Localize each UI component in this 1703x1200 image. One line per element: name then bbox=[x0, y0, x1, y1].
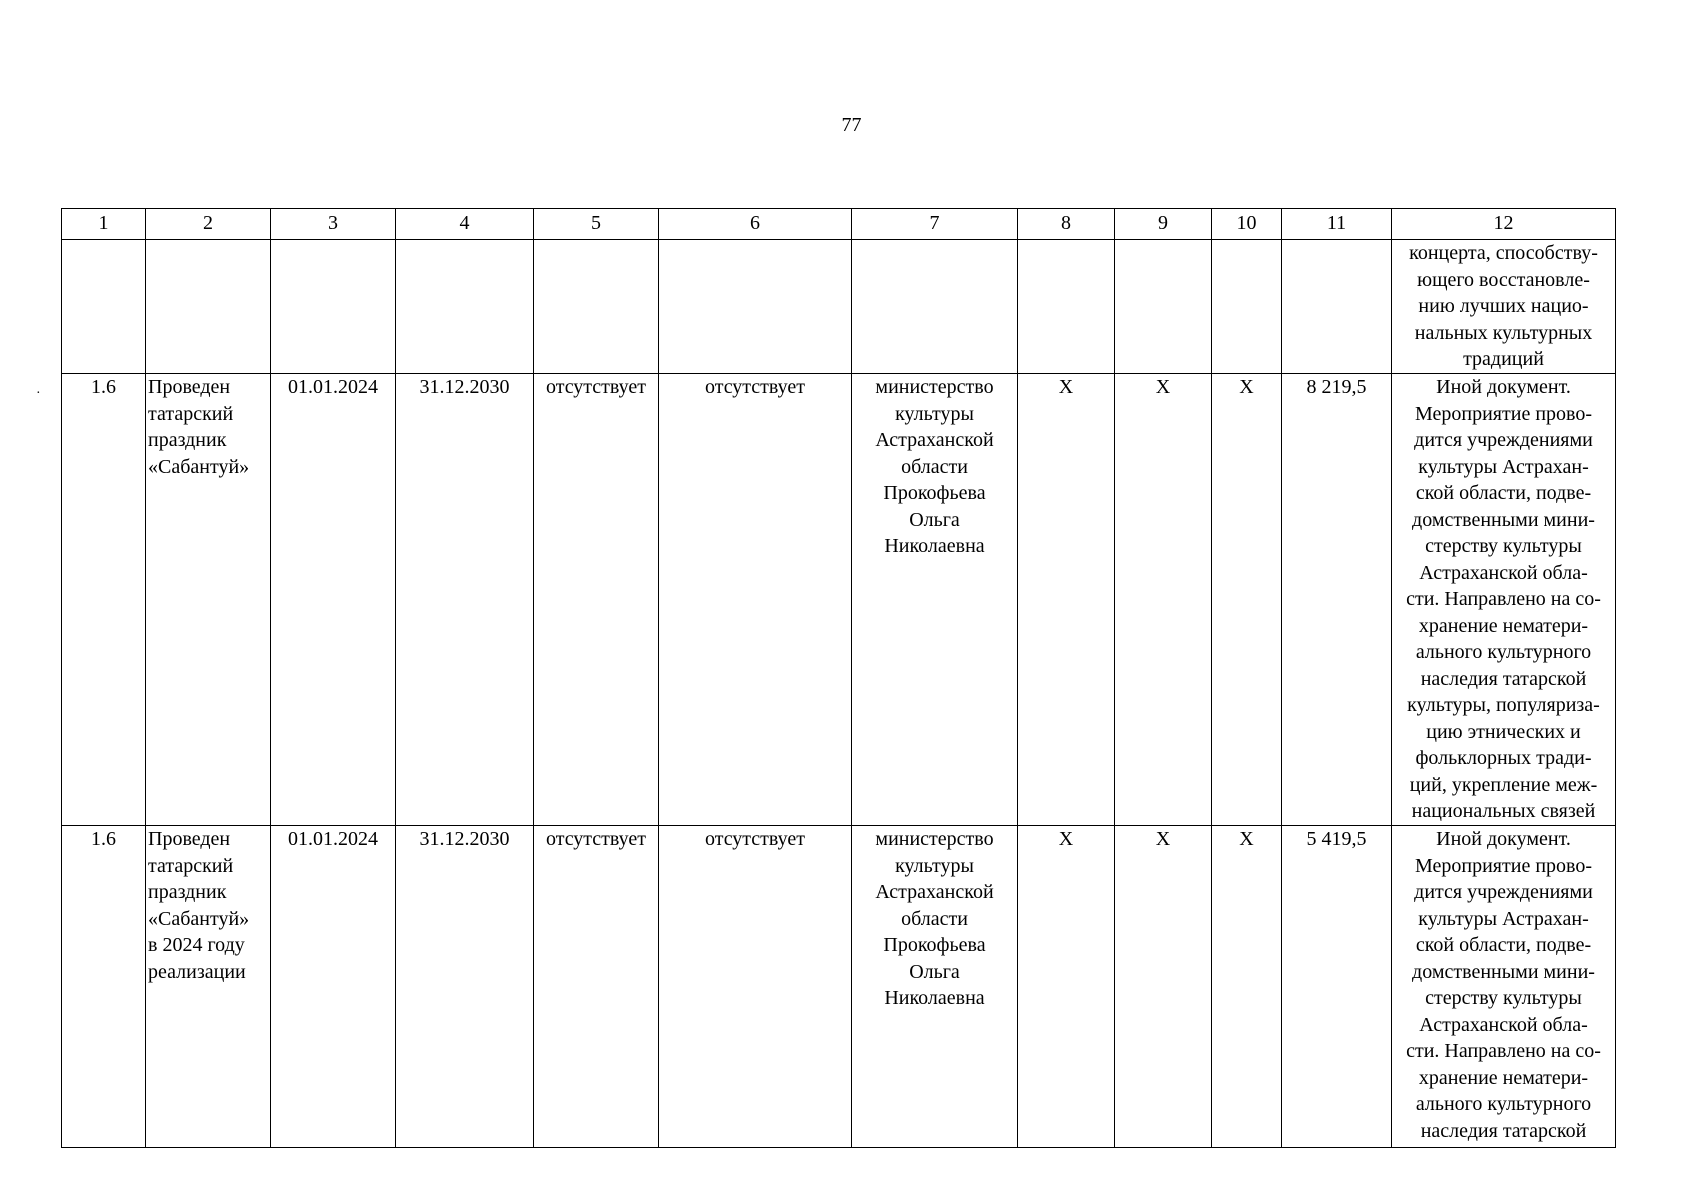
cell-end-date: 31.12.2030 bbox=[396, 374, 534, 826]
cell-responsible: министерство культуры Астраханской области Прокофьева Ольга Николаевна bbox=[852, 826, 1018, 1148]
cell-start-date: 01.01.2024 bbox=[271, 374, 396, 826]
cell-col8: X bbox=[1018, 374, 1115, 826]
cell-amount bbox=[1282, 240, 1392, 374]
cell-amount: 5 419,5 bbox=[1282, 826, 1392, 1148]
col-header-6: 6 bbox=[659, 209, 852, 240]
col-header-3: 3 bbox=[271, 209, 396, 240]
cell-col10: X bbox=[1212, 374, 1282, 826]
cell-number: 1.6 bbox=[62, 374, 146, 826]
col-header-12: 12 bbox=[1392, 209, 1616, 240]
header-row bbox=[62, 209, 1616, 240]
table-row bbox=[62, 826, 1616, 1148]
cell-end-date bbox=[396, 240, 534, 374]
cell-col9 bbox=[1115, 240, 1212, 374]
col-header-5: 5 bbox=[534, 209, 659, 240]
cell-end-date: 31.12.2030 bbox=[396, 826, 534, 1148]
cell-col9: X bbox=[1115, 374, 1212, 826]
cell-description: Иной документ. Мероприятие прово- дится учреждениями культуры Астрахан- ской области, подве- домственными мини- стерству культуры Астраханской обла- сти. Направлено на со- хранение нематери- ального культурного наследия татарской bbox=[1392, 826, 1616, 1148]
col-header-9: 9 bbox=[1115, 209, 1212, 240]
cell-col6: отсутствует bbox=[659, 826, 852, 1148]
scan-speck: · bbox=[36, 386, 41, 401]
cell-col8: X bbox=[1018, 826, 1115, 1148]
cell-col9: X bbox=[1115, 826, 1212, 1148]
col-header-7: 7 bbox=[852, 209, 1018, 240]
page-number: 77 bbox=[841, 114, 862, 136]
cell-start-date: 01.01.2024 bbox=[271, 826, 396, 1148]
cell-number: 1.6 bbox=[62, 826, 146, 1148]
cell-number bbox=[62, 240, 146, 374]
cell-responsible bbox=[852, 240, 1018, 374]
col-header-2: 2 bbox=[146, 209, 271, 240]
col-header-1: 1 bbox=[62, 209, 146, 240]
col-header-11: 11 bbox=[1282, 209, 1392, 240]
col-header-10: 10 bbox=[1212, 209, 1282, 240]
cell-name bbox=[146, 240, 271, 374]
col-header-4: 4 bbox=[396, 209, 534, 240]
cell-col5: отсутствует bbox=[534, 826, 659, 1148]
cell-description: Иной документ. Мероприятие прово- дится учреждениями культуры Астрахан- ской области, подве- домственными мини- стерству культуры Астраханской обла- сти. Направлено на со- хранение нематери- ального культурного наследия татарской культуры, популяриза- цию этнических и фольклорных тради- ций, укрепление меж- национальных связей bbox=[1392, 374, 1616, 826]
cell-amount: 8 219,5 bbox=[1282, 374, 1392, 826]
cell-col6: отсутствует bbox=[659, 374, 852, 826]
cell-name: Проведен татарский праздник «Сабантуй» bbox=[146, 374, 271, 826]
cell-col10 bbox=[1212, 240, 1282, 374]
table-row bbox=[62, 240, 1616, 374]
cell-col5: отсутствует bbox=[534, 374, 659, 826]
cell-col8 bbox=[1018, 240, 1115, 374]
col-header-8: 8 bbox=[1018, 209, 1115, 240]
cell-name: Проведен татарский праздник «Сабантуй» в 2024 году реализации bbox=[146, 826, 271, 1148]
cell-col5 bbox=[534, 240, 659, 374]
cell-start-date bbox=[271, 240, 396, 374]
cell-responsible: министерство культуры Астраханской области Прокофьева Ольга Николаевна bbox=[852, 374, 1018, 826]
cell-description: концерта, способству- ющего восстановле- нию лучших нацио- нальных культурных традиций bbox=[1392, 240, 1616, 374]
table-row bbox=[62, 374, 1616, 826]
cell-col6 bbox=[659, 240, 852, 374]
activities-table bbox=[61, 208, 1616, 1148]
cell-col10: X bbox=[1212, 826, 1282, 1148]
